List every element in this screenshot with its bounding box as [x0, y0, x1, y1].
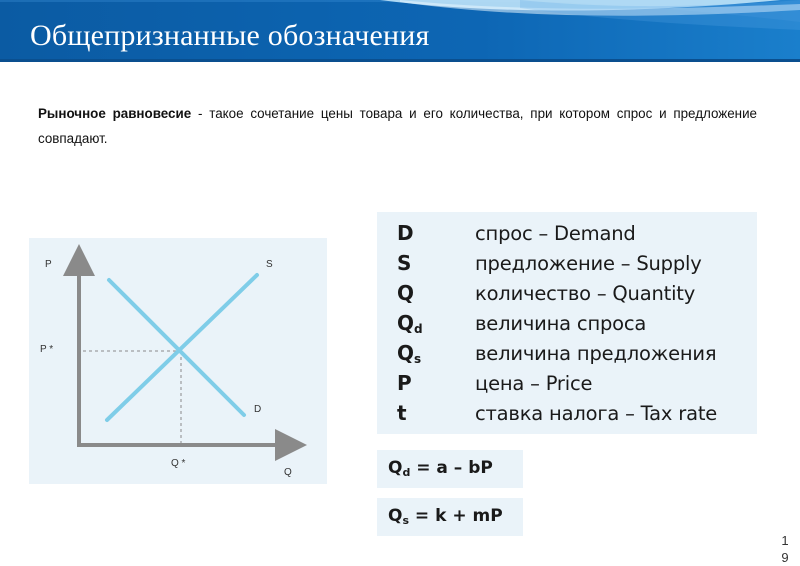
title-banner — [0, 0, 800, 62]
definition-text — [38, 101, 757, 151]
demand-formula: $Q_d = a$ – bP — [377, 450, 523, 488]
legend-description: ставка налога – Tax rate — [475, 402, 718, 425]
legend-description: предложение – Supply — [475, 252, 702, 275]
page-number: 19 — [781, 533, 789, 565]
graph-canvas — [29, 238, 327, 484]
legend-symbol: Q — [397, 281, 415, 305]
slide-title: Общепризнанные обозначения — [30, 19, 430, 52]
demand-curve — [109, 280, 244, 415]
legend-row — [377, 281, 757, 311]
definition-term: Рыночное равновесие — [38, 106, 192, 121]
definition-body: - такое сочетание цены товара и его количества, при котором спрос и предложение совпадают. — [38, 106, 758, 146]
legend-symbol: $Q_s$ — [397, 341, 422, 366]
legend-description: величина предложения — [475, 342, 717, 365]
legend-description: величина спроса — [475, 312, 647, 335]
legend-symbol: t — [397, 401, 407, 425]
legend-row — [377, 341, 757, 371]
legend-row — [377, 311, 757, 341]
demand-label: D — [254, 404, 262, 415]
legend-row — [377, 371, 757, 401]
legend-row — [377, 221, 757, 251]
legend-symbol: $Q_d$ — [397, 311, 423, 336]
legend-row — [377, 251, 757, 281]
legend-description: цена – Price — [475, 372, 593, 395]
legend-symbol: P — [397, 371, 412, 395]
legend-symbol: D — [397, 221, 414, 245]
x-axis-label: Q — [284, 467, 292, 478]
legend-row — [377, 401, 757, 431]
legend-description: спрос – Demand — [475, 222, 636, 245]
equilibrium-price-label: P * — [40, 344, 54, 355]
supply-formula: $Q_s = k$ + mP — [377, 498, 523, 536]
legend-description: количество – Quantity — [475, 282, 696, 305]
supply-label: S — [266, 259, 273, 270]
notation-legend — [377, 212, 757, 434]
supply-curve — [107, 275, 257, 420]
supply-demand-graph — [29, 238, 327, 484]
legend-symbol: S — [397, 251, 412, 275]
equilibrium-quantity-label: Q * — [171, 458, 186, 469]
y-axis-label: P — [45, 259, 52, 270]
